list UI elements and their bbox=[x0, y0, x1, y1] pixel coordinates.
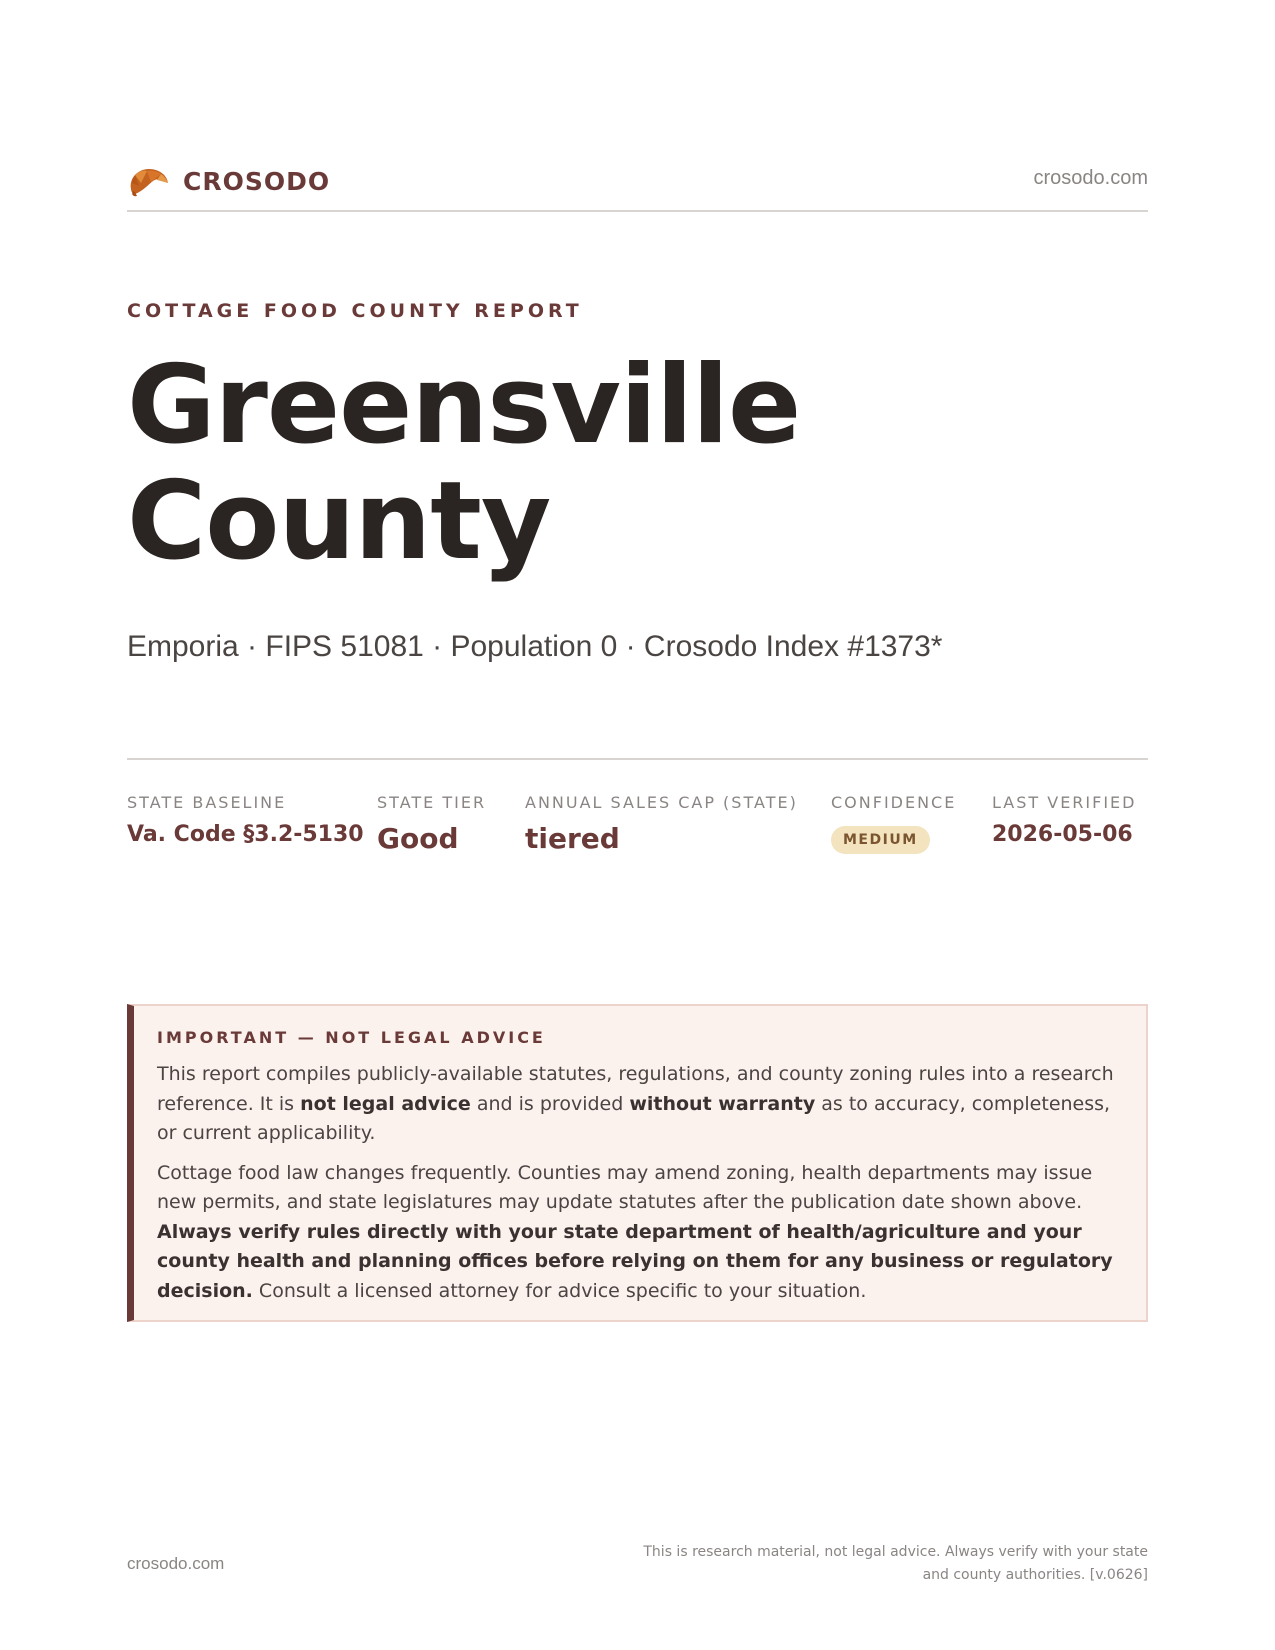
stat-value: Good bbox=[377, 822, 459, 855]
stat-last-verified bbox=[992, 793, 1136, 847]
report-page bbox=[127, 0, 1148, 1650]
report-kicker: COTTAGE FOOD COUNTY REPORT bbox=[127, 300, 583, 322]
brand[interactable] bbox=[127, 161, 330, 201]
stat-annual-sales-cap bbox=[525, 793, 798, 855]
title-line-1: Greensville bbox=[127, 343, 801, 468]
legal-notice bbox=[127, 1004, 1148, 1322]
stat-label: ANNUAL SALES CAP (STATE) bbox=[525, 793, 798, 812]
header-site-link[interactable]: crosodo.com bbox=[1033, 167, 1148, 189]
stat-value: Va. Code §3.2-5130 bbox=[127, 822, 364, 847]
footer-site-link[interactable]: crosodo.com bbox=[127, 1554, 225, 1573]
confidence-badge: MEDIUM bbox=[831, 826, 930, 854]
stat-confidence bbox=[831, 793, 956, 854]
page-header bbox=[127, 155, 1148, 212]
stat-label: STATE BASELINE bbox=[127, 793, 287, 812]
stat-value: 2026-05-06 bbox=[992, 822, 1133, 847]
footer-disclaimer: This is research material, not legal advice. Always verify with your state and county authorities. [v.0626] bbox=[643, 1544, 1148, 1583]
stat-label: CONFIDENCE bbox=[831, 793, 957, 812]
stats-divider bbox=[127, 758, 1148, 760]
stat-label: STATE TIER bbox=[377, 793, 487, 812]
stat-state-tier bbox=[377, 793, 486, 855]
notice-paragraph-1: This report compiles publicly-available statutes, regulations, and county zoning rules into a research reference. It is not legal advice and is provided without warranty as to accuracy, completeness, or current applicability. bbox=[157, 1063, 1114, 1144]
notice-body bbox=[157, 1060, 1122, 1316]
stat-value: tiered bbox=[525, 822, 620, 855]
notice-paragraph-2: Cottage food law changes frequently. Counties may amend zoning, health departments may issue new permits, and state legislatures may update statutes after the publication date shown above. Always verify rules directly with your state department of health/agriculture and your county health and planning offices before relying on them for any business or regulatory decision. Consult a licensed attorney for advice specific to your situation. bbox=[157, 1161, 1113, 1302]
report-subtitle: Emporia · FIPS 51081 · Population 0 · Crosodo Index #1373* bbox=[127, 630, 943, 663]
page-title bbox=[127, 343, 801, 584]
croissant-icon bbox=[127, 161, 171, 201]
title-line-2: County bbox=[127, 459, 551, 584]
stat-state-baseline bbox=[127, 793, 364, 847]
notice-heading: IMPORTANT — NOT LEGAL ADVICE bbox=[157, 1028, 546, 1047]
stat-label: LAST VERIFIED bbox=[992, 793, 1137, 812]
brand-name: CROSODO bbox=[183, 166, 331, 196]
